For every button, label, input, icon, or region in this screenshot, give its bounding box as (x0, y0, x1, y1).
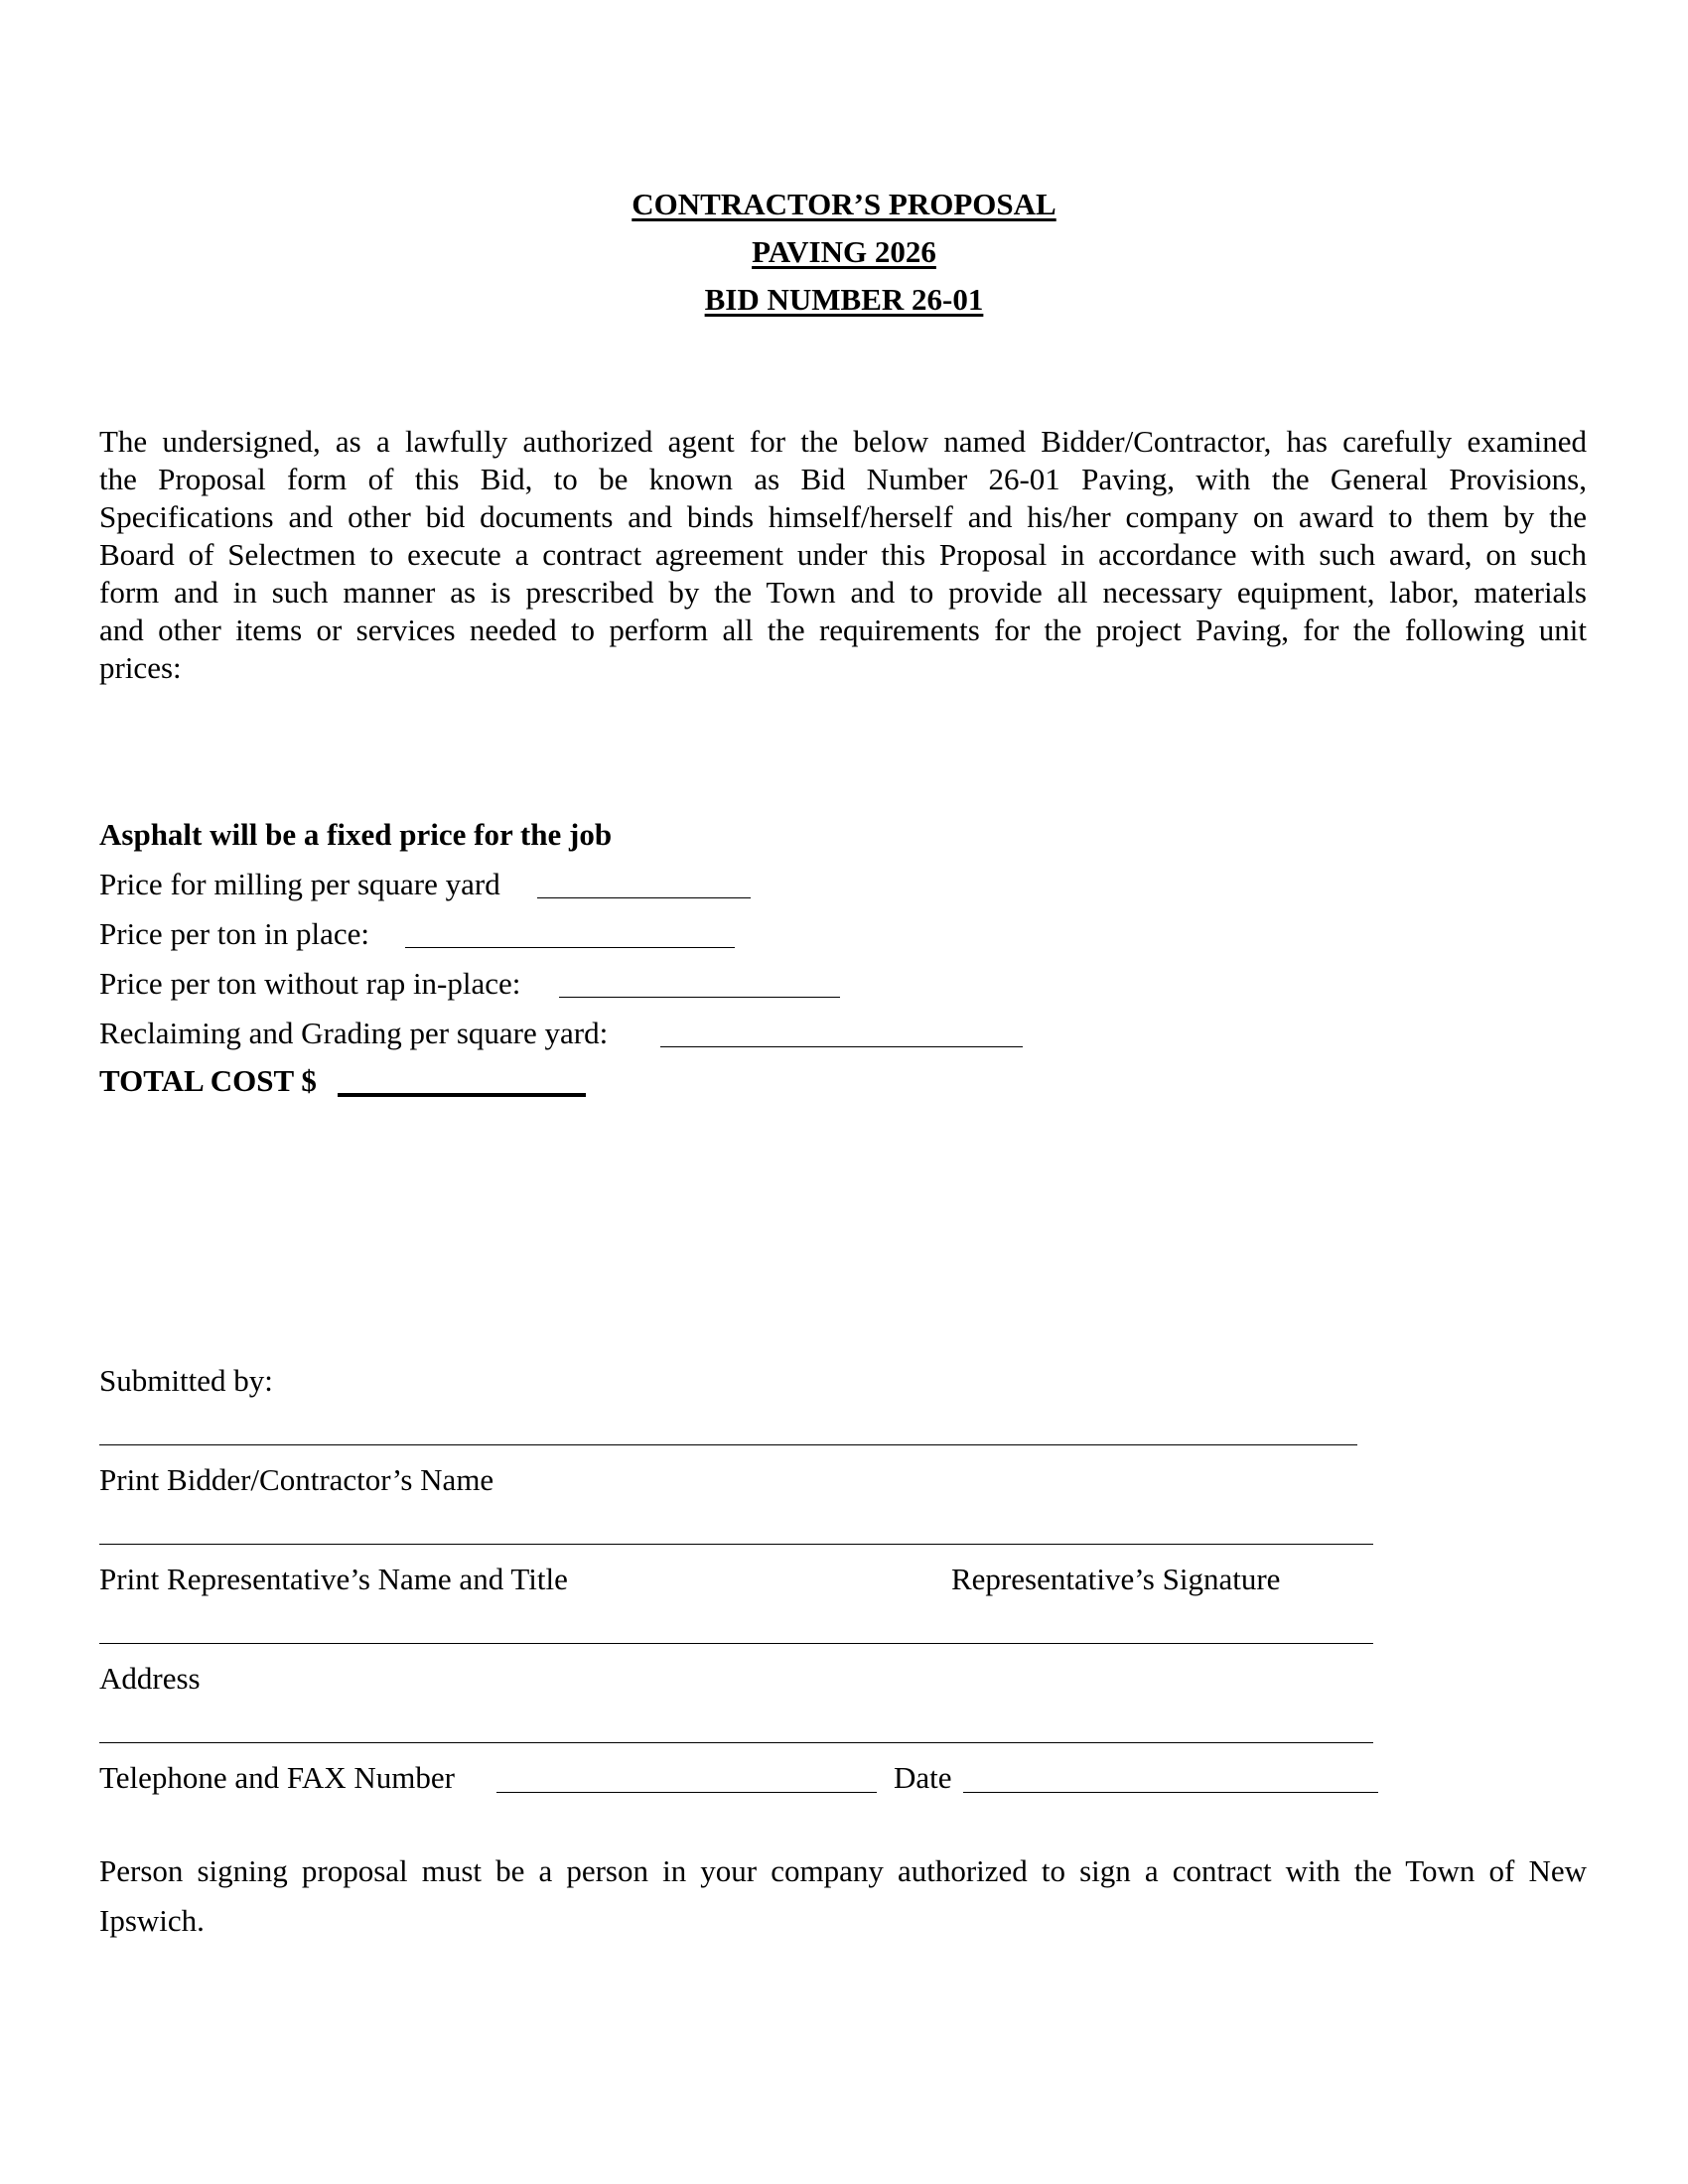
phone-label: Telephone and FAX Number (99, 1760, 455, 1795)
submitted-by-label: Submitted by: (99, 1363, 273, 1398)
date-label: Date (894, 1760, 952, 1795)
pricing-heading: Asphalt will be a fixed price for the job (99, 817, 613, 852)
footer-line: Ipswich. (99, 1903, 205, 1938)
title-text-1: CONTRACTOR’S PROPOSAL (632, 187, 1056, 221)
representative-signature-label: Representative’s Signature (951, 1562, 1281, 1596)
title-line-1 (0, 189, 1688, 219)
milling-price-field[interactable] (537, 897, 751, 898)
title-line-2 (0, 236, 1688, 267)
reclaiming-label: Reclaiming and Grading per square yard: (99, 1016, 609, 1050)
representative-name-label: Print Representative’s Name and Title (99, 1562, 568, 1596)
address-line-2-field[interactable] (99, 1742, 1373, 1743)
milling-price-label: Price for milling per square yard (99, 867, 500, 901)
footer-line: Person signing proposal must be a person in your company authorized to sign a contract with the Town of New (99, 1853, 1587, 1888)
address-label: Address (99, 1661, 201, 1696)
title-text-3: BID NUMBER 26-01 (704, 282, 984, 317)
title-line-3 (0, 284, 1688, 315)
phone-field[interactable] (496, 1792, 877, 1793)
date-field[interactable] (963, 1792, 1378, 1793)
intro-line: Board of Selectmen to execute a contract agreement under this Proposal in accordance with such award, on such (99, 537, 1587, 572)
bidder-name-label: Print Bidder/Contractor’s Name (99, 1462, 494, 1497)
reclaiming-field[interactable] (660, 1046, 1023, 1047)
ton-without-rap-field[interactable] (559, 997, 840, 998)
total-cost-label: TOTAL COST $ (99, 1063, 317, 1098)
intro-line: Specifications and other bid documents and binds himself/herself and his/her company on award to them by the (99, 499, 1587, 534)
representative-field[interactable] (99, 1544, 1373, 1545)
intro-line: the Proposal form of this Bid, to be known as Bid Number 26-01 Paving, with the General Provisions, (99, 462, 1587, 496)
ton-in-place-field[interactable] (405, 947, 735, 948)
intro-line: and other items or services needed to perform all the requirements for the project Paving, for the following unit (99, 613, 1587, 647)
address-field[interactable] (99, 1643, 1373, 1644)
ton-without-rap-label: Price per ton without rap in-place: (99, 966, 521, 1001)
intro-paragraph (99, 423, 1587, 687)
ton-in-place-label: Price per ton in place: (99, 916, 370, 951)
intro-line: The undersigned, as a lawfully authorized agent for the below named Bidder/Contractor, has carefully examined (99, 424, 1587, 459)
total-cost-field[interactable] (338, 1093, 586, 1097)
intro-line: form and in such manner as is prescribed by the Town and to provide all necessary equipment, labor, materials (99, 575, 1587, 610)
bidder-name-field[interactable] (99, 1444, 1357, 1445)
title-text-2: PAVING 2026 (752, 234, 936, 269)
intro-line: prices: (99, 650, 182, 685)
footer-note (99, 1846, 1587, 1946)
